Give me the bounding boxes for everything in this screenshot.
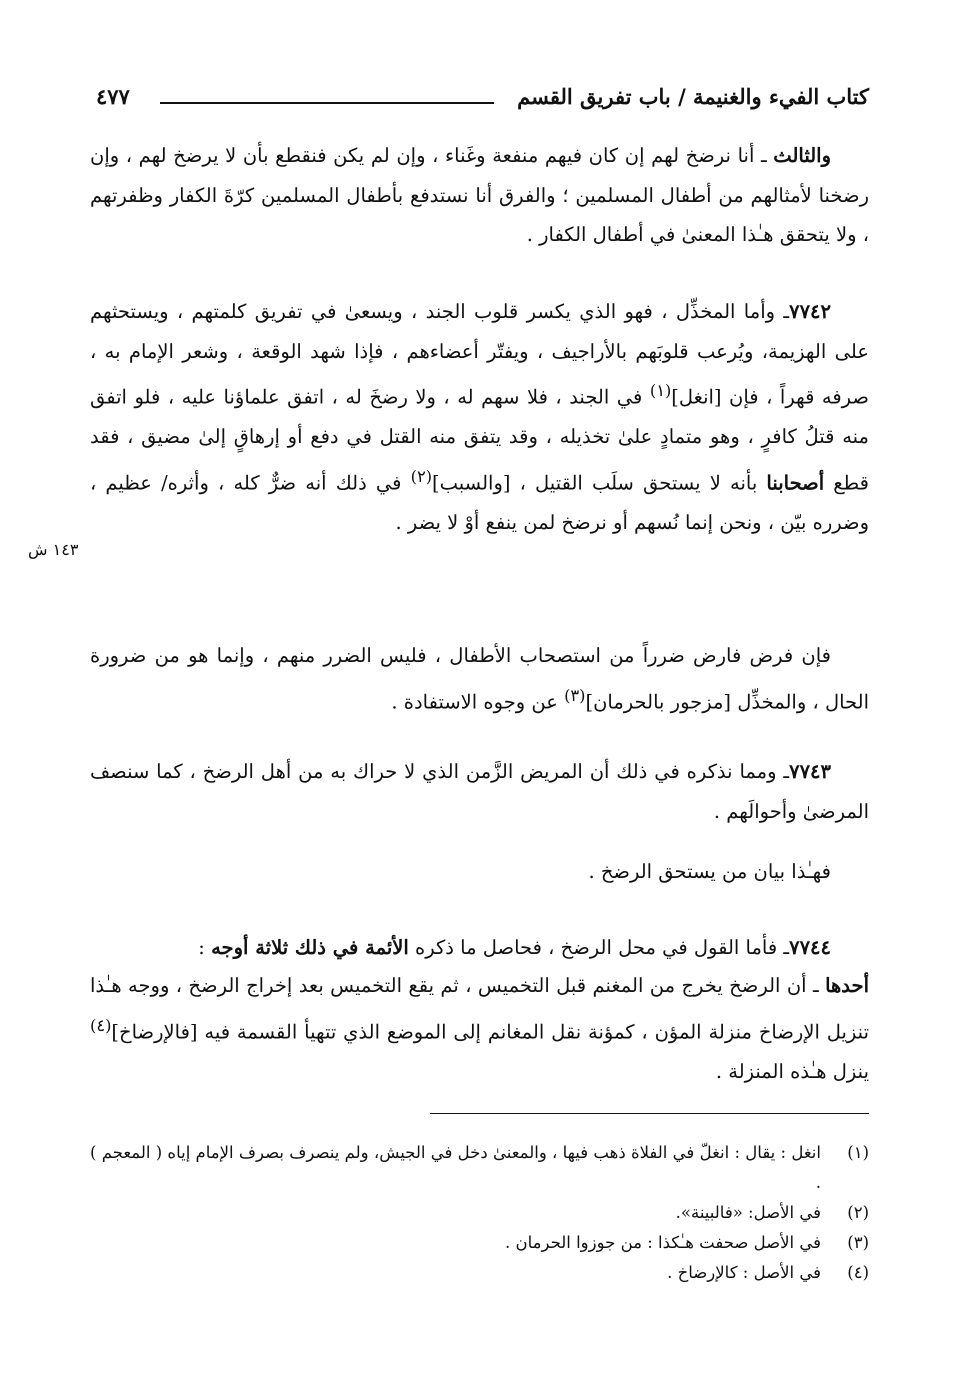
paragraph-summary (90, 852, 869, 892)
paragraph-text: فإن فرض فارض ضرراً من استصحاب الأطفال ، فليس الضرر منهم ، وإنما هو من ضرورة الحال ، والمخذِّل [مزجور بالحرمان] (90, 644, 869, 713)
paragraph-7742 (90, 292, 869, 542)
paragraph-text: ـ وأما المخذِّل ، فهو الذي يكسر قلوب الجند ، ويسعىٰ في تفريق كلمتهم ، ويستحثهم على الهزيمة، ويُرعب قلوبَهم بالأراجيف ، ويفتّر أعضاءهم ، فإذا شهد الوقعة ، وشعر الإمام به ، صرفه قهراً ، فإن [انغل] (90, 300, 869, 409)
chapter-title: كتاب الفيء والغنيمة / باب تفريق القسم (517, 84, 869, 109)
footnote-text: في الأصل : كالإرضاخ . (667, 1263, 821, 1282)
paragraph-lead: أحدها (825, 974, 869, 997)
paragraph-third (90, 136, 869, 255)
footnote-ref-3: (٣) (564, 685, 586, 705)
paragraph-text: فهـٰذا بيان من يستحق الرضخ . (588, 860, 831, 883)
footnote-separator (430, 1113, 869, 1114)
footnote-ref-2: (٢) (410, 466, 433, 486)
paragraph-text: في ذلك أنه ضرٌّ كله ، وأثره/ عظيم ، وضرره بيّن ، ونحن إنما نُسهم أو نرضخ لمن ينفع أوْ لا يضر . (90, 471, 869, 534)
paragraph-7744 (90, 928, 869, 968)
footnote-number: (٢) (847, 1203, 869, 1222)
footnote-ref-1: (١) (649, 381, 672, 400)
paragraph-number: ٧٧٤٢ (789, 300, 831, 323)
paragraph-first-view (90, 966, 869, 1091)
footnote-number: (٤) (847, 1263, 869, 1282)
bold-term: أصحابنا (766, 471, 825, 494)
footnote-text: انغل : يقال : انغلّ في الفلاة ذهب فيها ، والمعنىٰ دخل في الجيش، ولم ينصرف بصرف الإمام إياه ( المعجم ) . (90, 1143, 821, 1192)
paragraph-text: عن وجوه الاستفادة . (391, 690, 565, 713)
paragraph-text: في الجند ، فلا سهم له ، ولا رضخَ له ، اتفق علماؤنا عليه ، فلو اتفق منه قتلُ كافرٍ ، وهو متمادٍ علىٰ تخذيله ، وقد يتفق منه القتل في دفع أو إرهاقٍ إلىٰ مضيق ، فقد قطع (90, 385, 869, 494)
paragraph-text: ـ أن الرضخ يخرج من المغنم قبل التخميس ، ثم يقع التخميس بعد إخراج الرضخ ، ووجه هـٰذا تنزيل الإرضاخ منزلة المؤن ، كمؤنة نقل المغانم إلى الموضع الذي تتهيأ القسمة فيه [فالإرضاخ] (90, 974, 869, 1043)
footnotes (90, 1138, 869, 1288)
paragraph-number: ٧٧٤٣ (789, 760, 831, 783)
margin-folio-note: ١٤٣ ش (28, 540, 79, 559)
running-header (90, 84, 869, 120)
header-rule (160, 102, 494, 104)
page-number: ٤٧٧ (96, 84, 130, 109)
footnote (90, 1258, 869, 1288)
paragraph-lead: والثالث (773, 144, 831, 167)
paragraph-text: ـ أنا نرضخ لهم إن كان فيهم منفعة وغَناء ، وإن لم يكن فنقطع بأن لا يرضخ لهم ، وإن رضخنا لأمثالهم من أطفال المسلمين ؛ والفرق أنا نستدفع بأطفال المسلمين كرّةَ الكفار وظفرتهم ، ولا يتحقق هـٰذا المعنىٰ في أطفال الكفار . (90, 144, 869, 246)
footnote-number: (٣) (847, 1233, 869, 1252)
bold-term: الأئمة في ذلك ثلاثة أوجه (211, 936, 409, 959)
footnote-number: (١) (847, 1143, 869, 1162)
footnote-text: في الأصل صحفت هـٰكذا : من جوزوا الحرمان . (505, 1233, 821, 1252)
paragraph-text: ـ ومما نذكره في ذلك أن المريض الزَّمن الذي لا حراك به من أهل الرضخ ، كما سنصف المرضىٰ وأحوالَهم . (90, 760, 869, 823)
paragraph-objection (90, 636, 869, 722)
footnote (90, 1138, 869, 1198)
footnote-ref-4: (٤) (90, 1015, 112, 1035)
paragraph-text: ـ فأما القول في محل الرضخ ، فحاصل ما ذكره (408, 936, 790, 959)
footnote (90, 1198, 869, 1228)
footnote-text: في الأصل: «فالبينة». (675, 1203, 821, 1222)
paragraph-7743 (90, 752, 869, 831)
paragraph-number: ٧٧٤٤ (789, 936, 831, 959)
paragraph-text: : (198, 936, 212, 959)
paragraph-text: بأنه لا يستحق سلَب القتيل ، [والسبب] (432, 471, 767, 494)
footnote (90, 1228, 869, 1258)
paragraph-text: ينزل هـٰذه المنزلة . (715, 1059, 869, 1083)
